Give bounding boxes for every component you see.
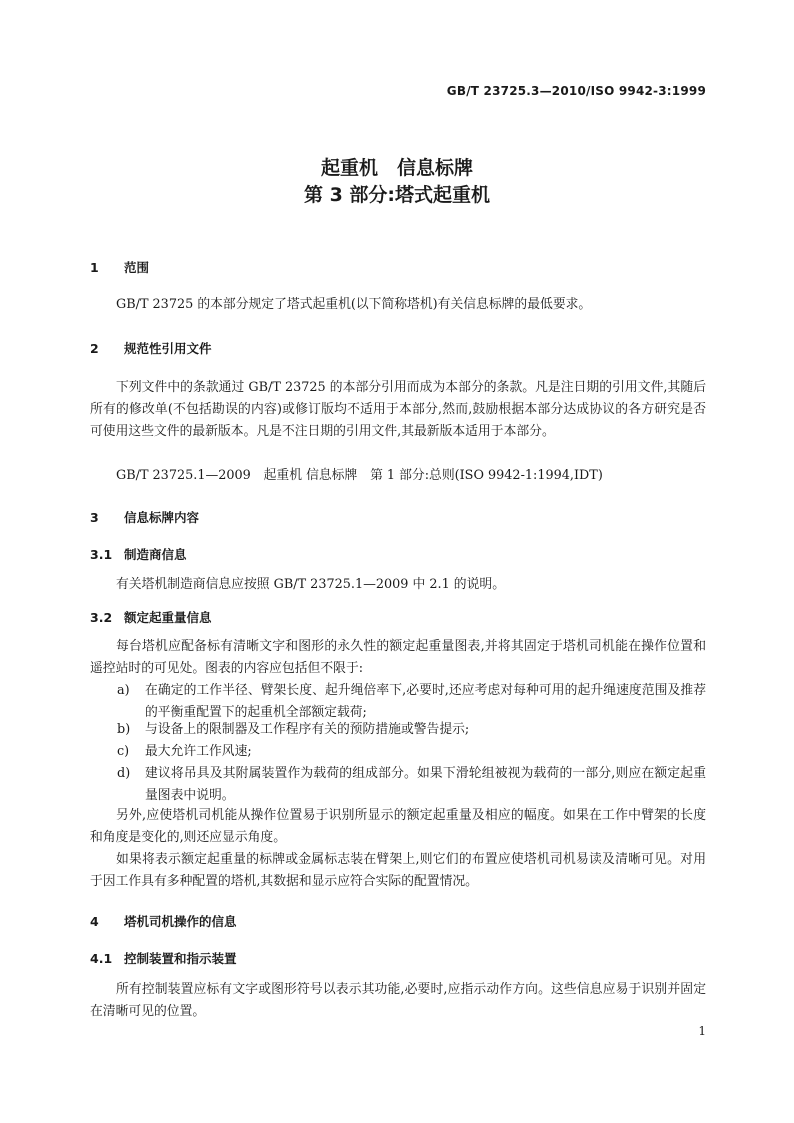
section-title: 制造商信息 (124, 547, 187, 562)
section-number: 4.1 (90, 951, 113, 966)
section-title: 控制装置和指示装置 (124, 951, 237, 966)
section-title: 额定起重量信息 (124, 610, 212, 625)
list-item-d (117, 763, 706, 807)
document-title-line2: 第 3 部分:塔式起重机 (303, 184, 491, 206)
list-item-text: 在确定的工作半径、臂架长度、起升绳倍率下,必要时,还应考虑对每种可用的起升绳速度范围及推荐的平衡重配置下的起重机全部额定载荷; (145, 683, 706, 720)
normative-reference-item: GB/T 23725.1—2009 起重机 信息标牌 第 1 部分:总则(ISO 9942-1:1994,IDT) (116, 468, 603, 483)
section-number: 1 (90, 260, 99, 275)
list-item-a (117, 680, 706, 724)
section-title: 范围 (124, 260, 150, 275)
list-item-text: 最大允许工作风速; (145, 744, 252, 759)
list-marker: a) (117, 683, 130, 698)
section-number: 3.1 (90, 547, 113, 562)
list-item-text: 与设备上的限制器及工作程序有关的预防措施或警告提示; (145, 722, 470, 737)
list-marker: d) (117, 766, 131, 781)
section-4-heading (90, 912, 237, 930)
standard-number: GB/T 23725.3—2010/ISO 9942-3:1999 (446, 84, 706, 98)
section-number: 2 (90, 341, 99, 356)
section-3-2-paragraph-1: 每台塔机应配备标有清晰文字和图形的永久性的额定起重量图表,并将其固定于塔机司机能在操作位置和遥控站时的可见处。图表的内容应包括但不限于: (90, 639, 706, 676)
section-number: 3.2 (90, 610, 113, 625)
list-marker: b) (117, 722, 131, 737)
section-title: 信息标牌内容 (124, 510, 200, 525)
list-item-b (117, 719, 706, 741)
page-number: 1 (698, 1024, 706, 1038)
section-2-heading (90, 339, 212, 357)
section-title: 塔机司机操作的信息 (124, 914, 237, 929)
list-item-c (117, 741, 706, 763)
section-number: 4 (90, 914, 99, 929)
section-3-1-paragraph: 有关塔机制造商信息应按照 GB/T 23725.1—2009 中 2.1 的说明。 (116, 577, 505, 592)
section-3-2-heading (90, 608, 212, 626)
list-marker: c) (117, 744, 130, 759)
section-title: 规范性引用文件 (124, 341, 212, 356)
list-item-text: 建议将吊具及其附属装置作为载荷的组成部分。如果下滑轮组被视为载荷的一部分,则应在额定起重量图表中说明。 (145, 766, 706, 803)
document-title-line1: 起重机 信息标牌 (320, 157, 473, 179)
section-number: 3 (90, 510, 99, 525)
section-3-2-paragraph-2: 另外,应使塔机司机能从操作位置易于识别所显示的额定起重量及相应的幅度。如果在工作中臂架的长度和角度是变化的,则还应显示角度。 (90, 808, 706, 845)
section-4-1-paragraph: 所有控制装置应标有文字或图形符号以表示其功能,必要时,应指示动作方向。这些信息应易于识别并固定在清晰可见的位置。 (90, 982, 706, 1019)
section-4-1-heading (90, 949, 237, 967)
section-3-heading (90, 508, 199, 526)
section-1-heading (90, 258, 149, 276)
section-2-paragraph: 下列文件中的条款通过 GB/T 23725 的本部分引用而成为本部分的条款。凡是注日期的引用文件,其随后所有的修改单(不包括勘误的内容)或修订版均不适用于本部分,然而,鼓励根据本部分达成协议的各方研究是否可使用这些文件的最新版本。凡是不注日期的引用文件,其最新版本适用于本部分。 (90, 380, 706, 439)
section-3-2-paragraph-3: 如果将表示额定起重量的标牌或金属标志装在臂架上,则它们的布置应使塔机司机易读及清晰可见。对用于因工作具有多种配置的塔机,其数据和显示应符合实际的配置情况。 (90, 852, 706, 889)
section-1-paragraph: GB/T 23725 的本部分规定了塔式起重机(以下简称塔机)有关信息标牌的最低要求。 (116, 297, 592, 312)
section-3-1-heading (90, 545, 187, 563)
